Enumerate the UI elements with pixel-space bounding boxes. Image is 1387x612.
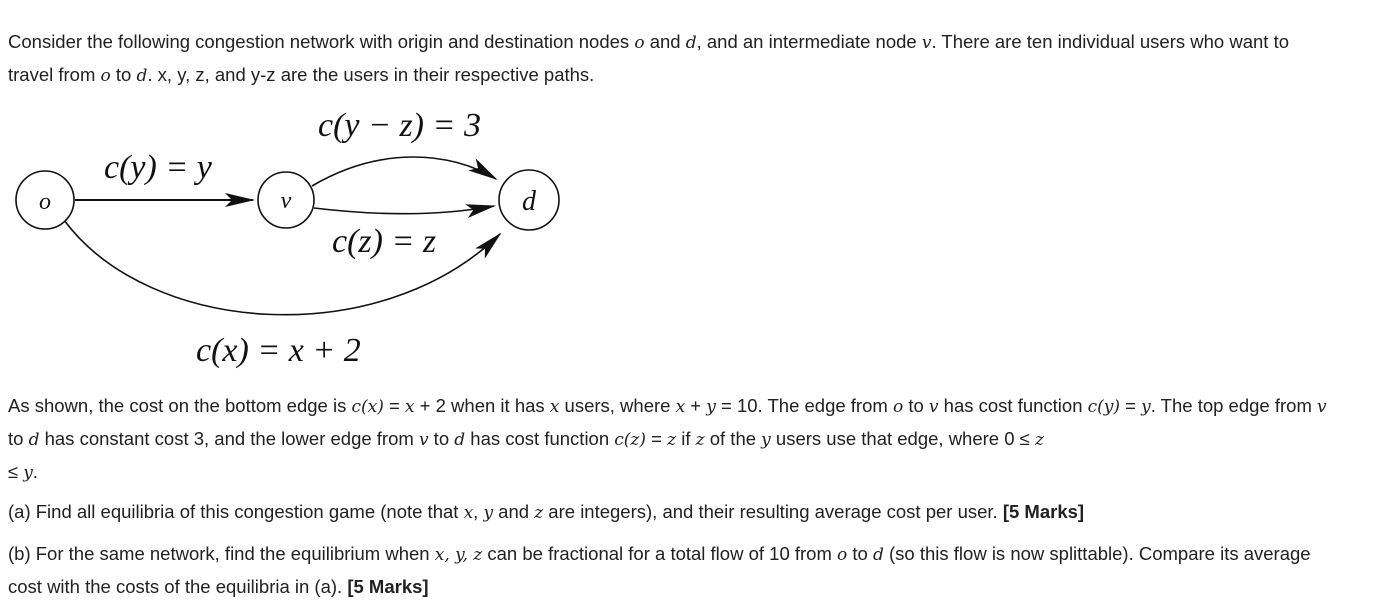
edge-label-v-d-top: c(y − z) = 3 — [318, 107, 481, 144]
edge-v-d-top — [312, 157, 496, 186]
svg-text:d: d — [522, 186, 536, 217]
node-d — [499, 170, 559, 230]
svg-text:v: v — [280, 188, 292, 214]
intro-paragraph: Consider the following congestion network with origin and destination nodes o and d, and an intermediate node v. There are ten individual users who want to travel from o to d. x, y, z, and y-z are the users in their respective paths. — [8, 31, 1289, 86]
edge-label-o-d: c(x) = x + 2 — [196, 332, 361, 369]
marks-label-a: [5 Marks] — [1002, 501, 1085, 522]
node-o — [16, 171, 74, 229]
congestion-network-diagram — [0, 96, 600, 376]
marks-label-b: [5 Marks] — [347, 576, 429, 597]
question-a: (a) Find all equilibria of this congestion game (note that x, y and z are integers), and their resulting average cost per user. [5 Marks] — [8, 501, 1085, 523]
question-b: (b) For the same network, find the equilibrium when x, y, z can be fractional for a total flow of 10 from o to d (so this flow is now splittable). Compare its average cost with the costs of the equilibria in (a). [5 Marks] — [8, 543, 1311, 597]
edge-label-v-d-bottom: c(z) = z — [332, 223, 437, 260]
edge-v-d-bottom — [314, 206, 494, 214]
edge-label-o-v: c(y) = y — [104, 149, 212, 186]
svg-text:o: o — [39, 189, 51, 215]
node-v — [258, 172, 314, 228]
description-paragraph: As shown, the cost on the bottom edge is c(x) = x + 2 when it has x users, where x + y = 10. The edge from o to v has cost function c(y) = y. The top edge from v to d has constant cost 3, and the lower edge from v to d has cost function c(z) = z if z of the y users use that edge, where 0 ≤ z ≤ y. — [8, 395, 1327, 483]
